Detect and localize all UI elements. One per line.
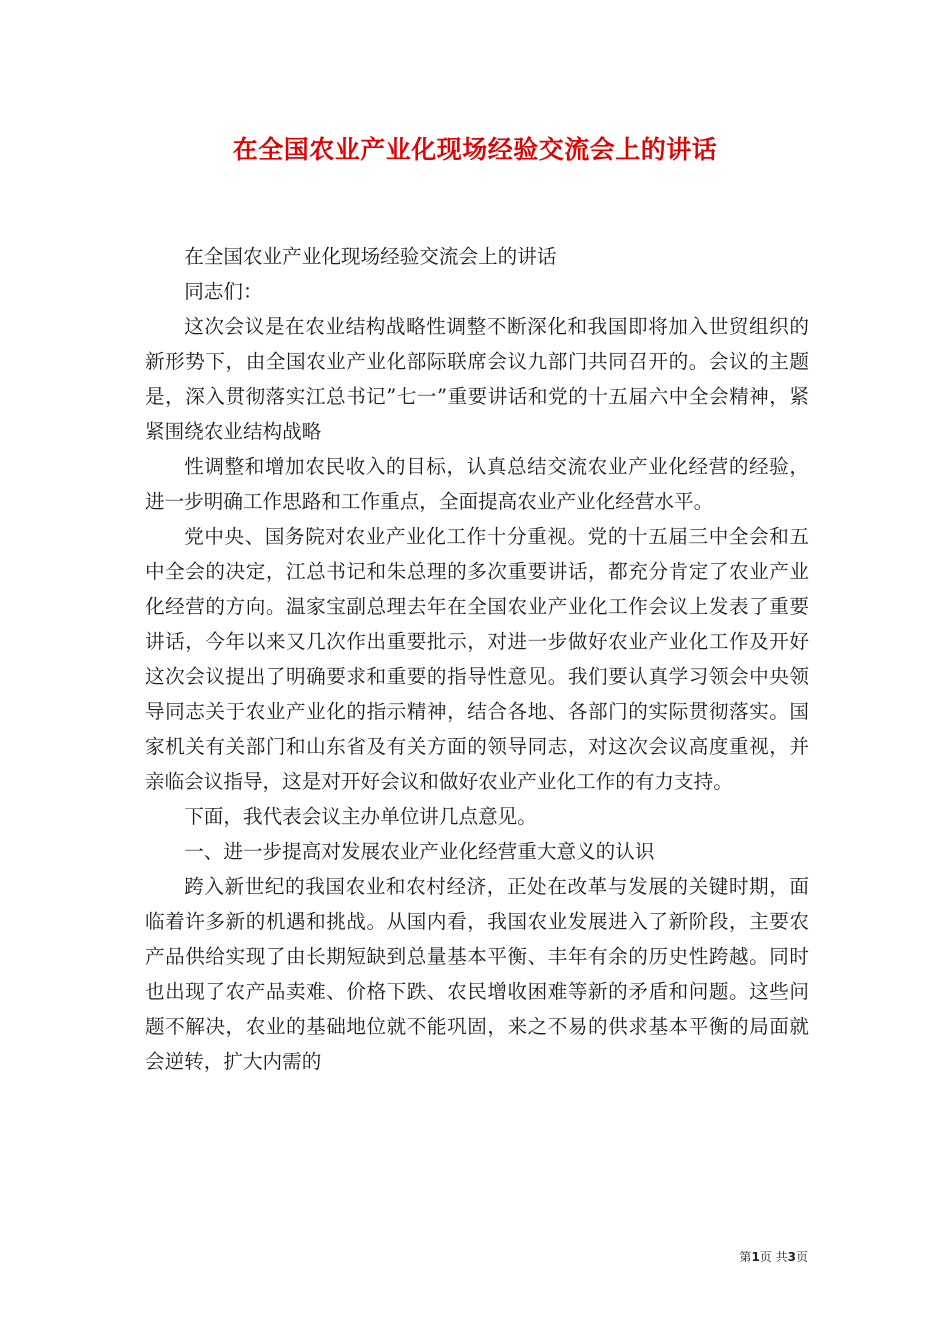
section-heading: 一、进一步提高对发展农业产业化经营重大意义的认识: [184, 840, 655, 863]
paragraph: 这次会议是在农业结构战略性调整不断深化和我国即将加入世贸组织的新形势下，由全国农业产业化部际联席会议九部门共同召开的。会议的主题是，深入贯彻落实江总书记”七一”重要讲话和党的十五届六中全会精神，紧紧围绕农业结构战略: [145, 315, 809, 443]
paragraph: 跨入新世纪的我国农业和农村经济，正处在改革与发展的关键时期，面临着许多新的机遇和挑战。从国内看，我国农业发展进入了新阶段，主要农产品供给实现了由长期短缺到总量基本平衡、丰年有余的历史性跨越。同时也出现了农产品卖难、价格下跌、农民增收困难等新的矛盾和问题。这些问题不解决，农业的基础地位就不能巩固，来之不易的供求基本平衡的局面就会逆转，扩大内需的: [145, 875, 809, 1073]
footer-suffix: 页: [795, 1250, 808, 1264]
paragraph: 性调整和增加农民收入的目标，认真总结交流农业产业化经营的经验，进一步明确工作思路和工作重点，全面提高农业产业化经营水平。: [145, 455, 809, 513]
footer-prefix: 第: [739, 1250, 752, 1264]
document-title: 在全国农业产业化现场经验交流会上的讲话: [232, 135, 718, 164]
footer-middle: 页 共: [759, 1250, 788, 1264]
paragraph-salutation: 同志们：: [184, 280, 263, 303]
paragraph: 下面，我代表会议主办单位讲几点意见。: [184, 805, 537, 828]
document-body: [145, 239, 809, 1079]
paragraph: 党中央、国务院对农业产业化工作十分重视。党的十五届三中全会和五中全会的决定，江总书记和朱总理的多次重要讲话，都充分肯定了农业产业化经营的方向。温家宝副总理去年在全国农业产业化工作会议上发表了重要讲话，今年以来又几次作出重要批示，对进一步做好农业产业化工作及开好这次会议提出了明确要求和重要的指导性意见。我们要认真学习领会中央领导同志关于农业产业化的指示精神，结合各地、各部门的实际贯彻落实。国家机关有关部门和山东省及有关方面的领导同志，对这次会议高度重视，并亲临会议指导，这是对开好会议和做好农业产业化工作的有力支持。: [145, 525, 809, 793]
paragraph-subtitle: 在全国农业产业化现场经验交流会上的讲话: [184, 245, 557, 268]
total-pages-number: 3: [787, 1250, 796, 1264]
current-page-number: 1: [751, 1250, 760, 1264]
page-number-footer: [700, 1248, 808, 1265]
